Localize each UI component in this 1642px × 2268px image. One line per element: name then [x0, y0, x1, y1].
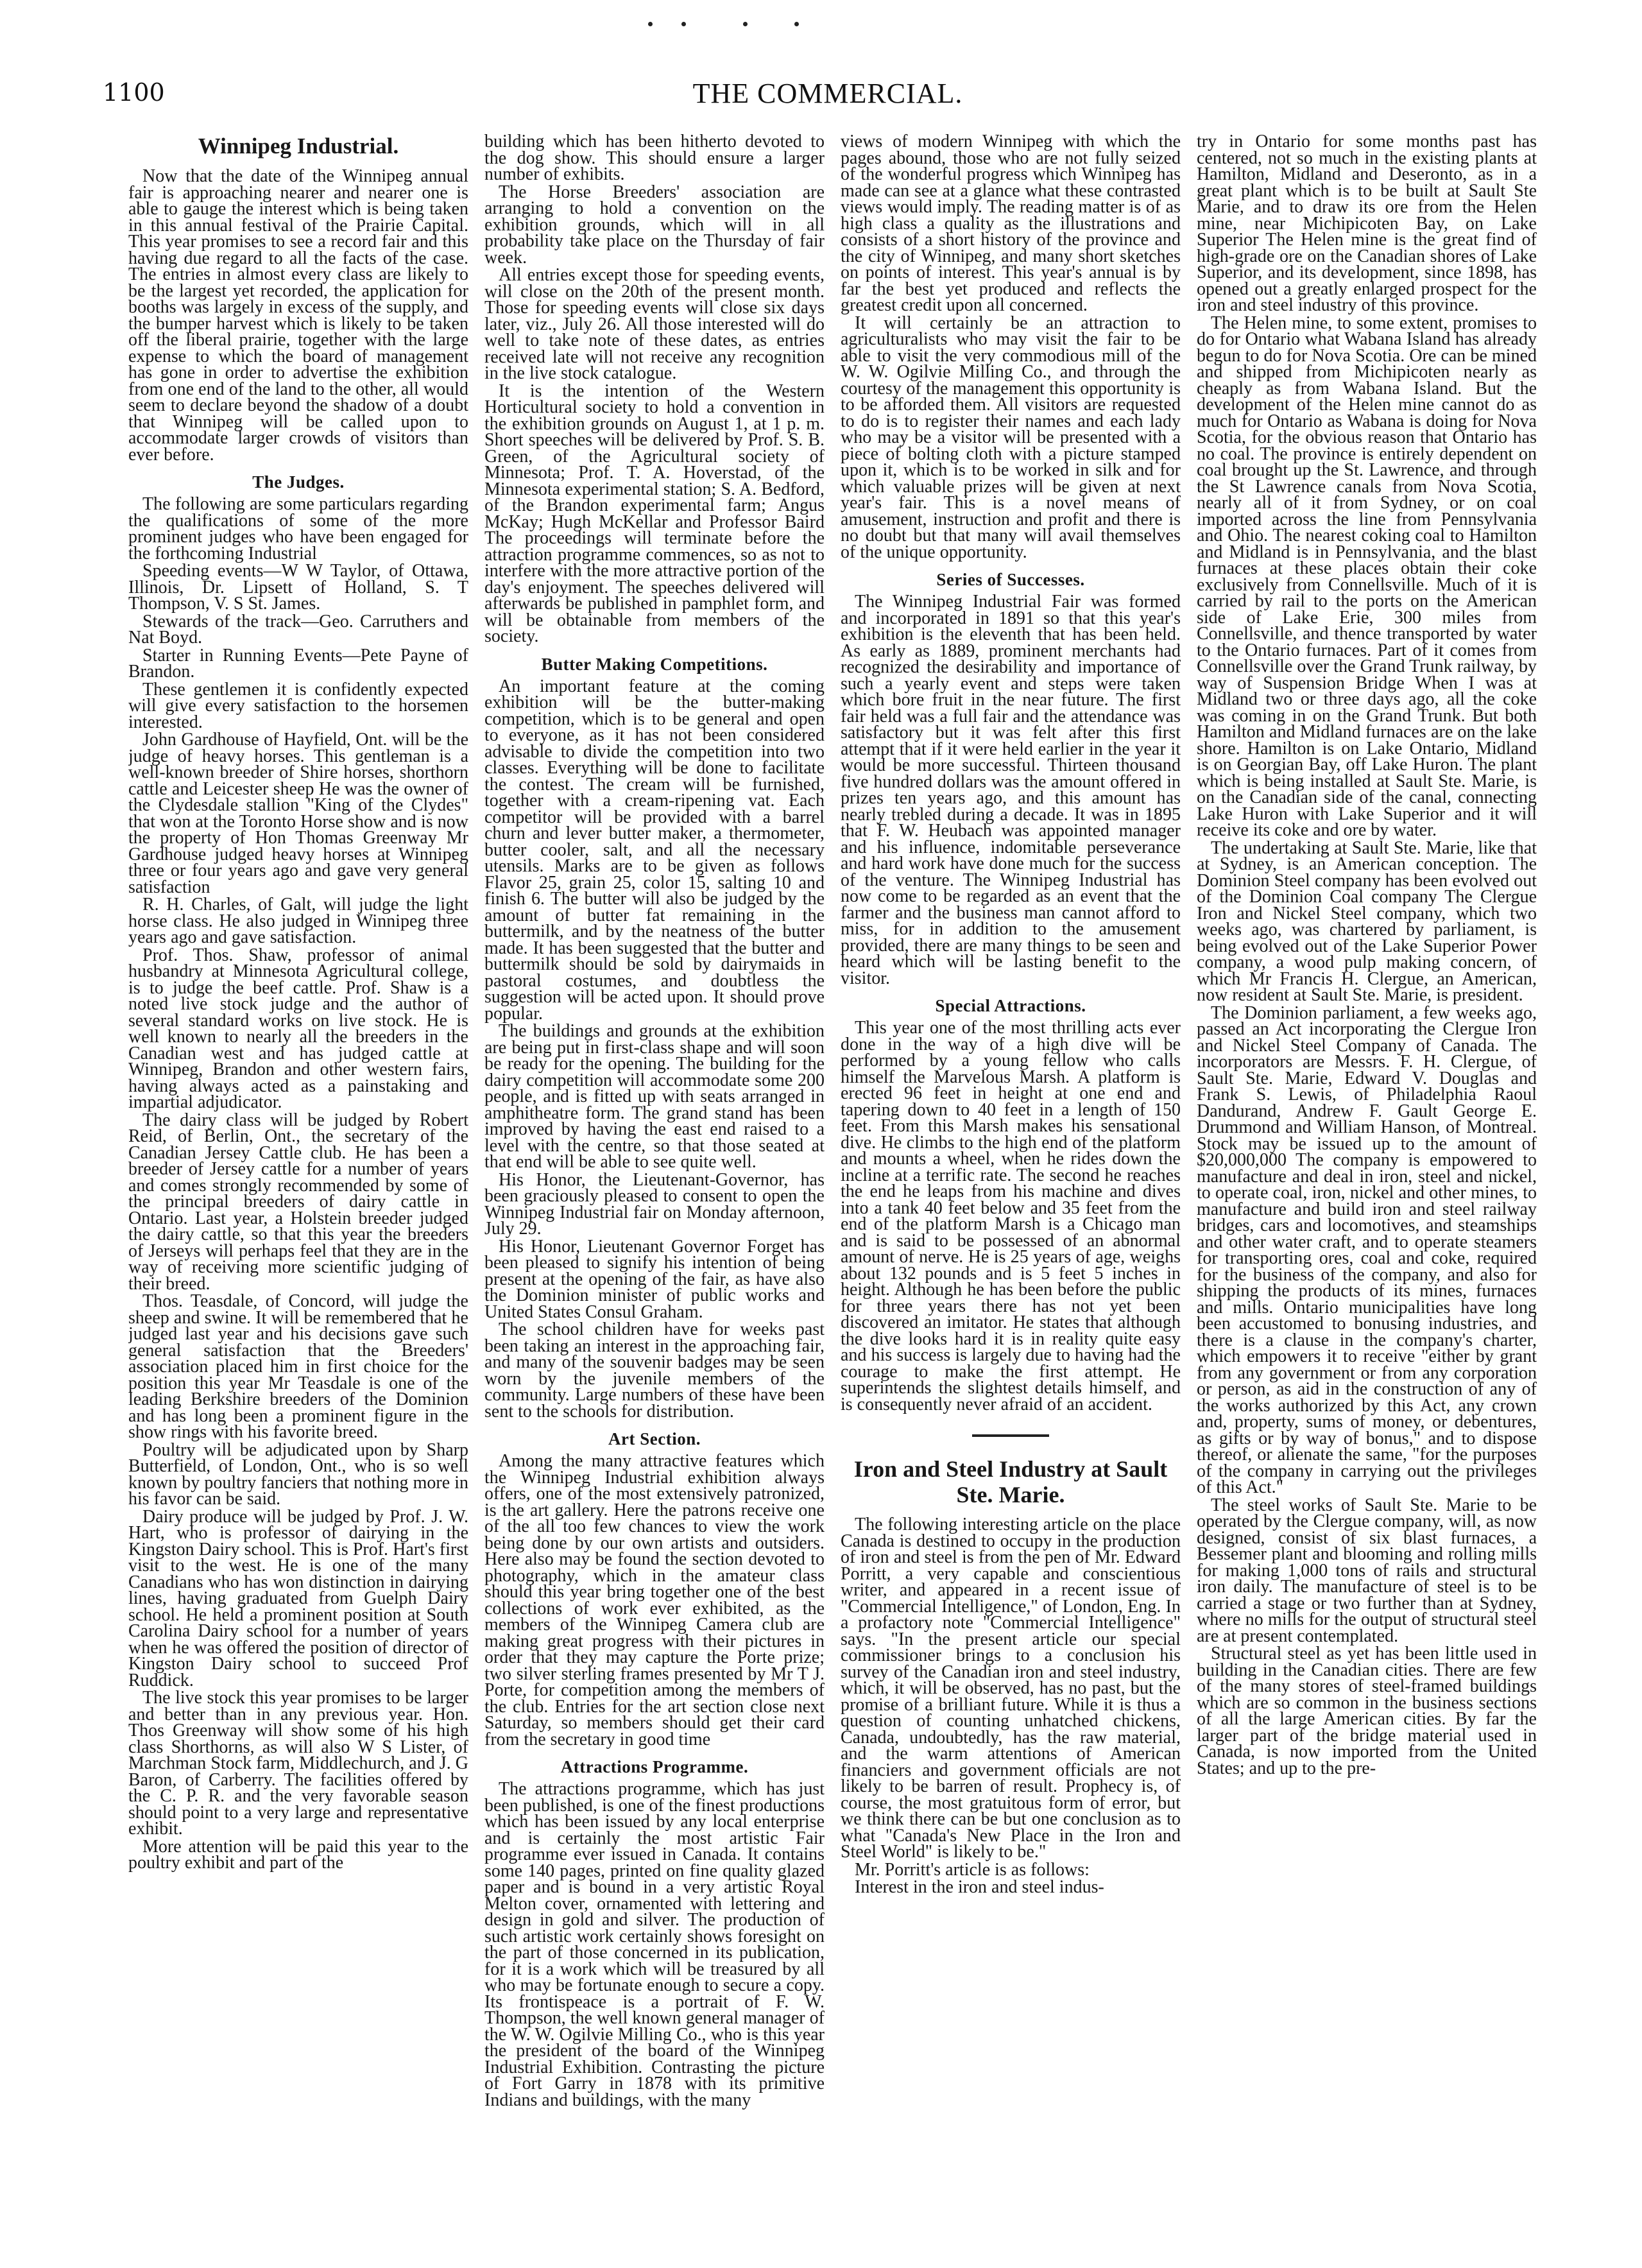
- article-paragraph: The undertaking at Sault Ste. Marie, like that at Sydney, is an American conception. The Dominion Steel company has been evolved out of the Dominion Coal company The Clergue Iron and Nickel Steel company, which two weeks ago, was chartered by parliament, is being evolved out of the Lake Superior Power company, a wood pulp making concern, of which Mr Francis H. Clergue, an American, now resident at Sault Ste. Marie, is president.: [1197, 838, 1537, 1005]
- article-paragraph: This year one of the most thrilling acts ever done in the way of a high dive will be performed by a young fellow who calls himself the Marvelous Marsh. A platform is erected 96 feet in height at one end and tapering down to 40 feet in a length of 150 feet. From this Marsh makes his sensational dive. He climbs to the high end of the platform and mounts a wheel, when he rides down the incline at a terrific rate. The second he reaches the end he leaps from his machine and dives into a tank 40 feet below and 35 feet from the end of the platform Marsh is a Chicago man and is said to be possessed of an abnormal amount of nerve. He is 25 years of age, weighs about 132 pounds and is 5 feet 5 inches in height. Although he has been before the public for three years there has not yet been discovered an imitator. He states that although the dive looks hard it is in reality quite easy and his success is largely due to having had the courage to make the first attempt. He superintends the slightest details himself, and is consequently never afraid of an accident.: [841, 1018, 1181, 1414]
- article-paragraph: try in Ontario for some months past has centered, not so much in the existing plants at Hamilton, Midland and Deseronto, as in a great plant which is to be built at Sault Ste Marie, and to draw its ore from the Helen mine, near Michipicoten Bay, on Lake Superior The Helen mine is the great find of high-grade ore on the Canadian shores of Lake Superior, and its development, since 1898, has opened out a greatly enlarged prospect for the iron and steel industry of this province.: [1197, 133, 1537, 315]
- article-paragraph: John Gardhouse of Hayfield, Ont. will be the judge of heavy horses. This gentleman is a well-known breeder of Shire horses, shorthorn cattle and Leicester sheep He was the owner of the Clydesdale stallion "King of the Clydes" that won at the Toronto Horse show and is now the property of Hon Thomas Greenway Mr Gardhouse judged heavy horses at Winnipeg three or four years ago and gave very general satisfaction: [128, 730, 468, 897]
- article-paragraph: The Dominion parliament, a few weeks ago, passed an Act incorporating the Clergue Iron and Nickel Steel Company of Canada. The incorporators are Messrs. F. H. Clergue, of Sault Ste. Marie, Edward V. Douglas and Frank S. Lewis, of Philadelphia Raoul Dandurand, Andrew F. Gault George E. Drummond and William Hanson, of Montreal. Stock may be issued up to the amount of $20,000,000 The company is empowered to manufacture and deal in iron, steel and nickel, to operate coal, iron, nickel and other mines, to manufacture and build iron and steel railway bridges, cars and locomotives, and steamships and other water craft, and to operate steamers for transporting ores, coal and coke, required for the business of the company, and also for shipping the products of its mines, furnaces and mills. Ontario municipalities have long been accustomed to bonusing industries, and there is a clause in the company's charter, which empowers it to receive "either by grant from any government or from any corporation or person, as aid in the construction of any of the works authorized by this Act, any crown and, property, sums of money, or debentures, as gifts or by way of bonus," and to dispose thereof, or alienate the same, "for the purposes of the company in carrying out the privileges of this Act.": [1197, 1002, 1537, 1497]
- article-paragraph: All entries except those for speeding events, will close on the 20th of the present month. Those for speeding events will close six days later, viz., July 26. All those interested will do well to take note of these dates, as entries received late will not receive any recognition in the live stock catalogue.: [484, 265, 825, 383]
- page-number: 1100: [103, 78, 165, 107]
- column-3: [841, 133, 1181, 2251]
- running-title: THE COMMERCIAL.: [692, 78, 963, 109]
- article-paragraph: Starter in Running Events—Pete Payne of Brandon.: [128, 645, 468, 682]
- section-subheading: Attractions Programme.: [560, 1757, 749, 1776]
- article-paragraph: The Helen mine, to some extent, promises to do for Ontario what Wabana Island has already begun to do for Nova Scotia. Ore can be mined and shipped from Michipicoten nearly as cheaply as from Wabana Island. But the development of the Helen mine cannot do as much for Ontario as Wabana is doing for Nova Scotia, for the obvious reason that Ontario has no coal. The province is entirely dependent on coal brought up the St. Lawrence, and through the St Lawrence canals from Nova Scotia, nearly all of it from Sydney, or on coal imported across the line from Pennsylvania and Ohio. The nearest coking coal to Hamilton and Midland is in Pennsylvania, and the blast furnaces at these places obtain their coke exclusively from Connellsville. Much of it is carried by rail to the ports on the American side of Lake Erie, 300 miles from Connellsville, and thence transported by water to the Ontario furnaces. Part of it comes from Connellsville over the Grand Trunk railway, by way of Suspension Bridge When I was at Midland two or three days ago, all the coke was coming in on the Grand Trunk. But both Hamilton and Midland furnaces are on the lake shore. Hamilton is on Lake Ontario, Midland is on Georgian Bay, off Lake Huron. The plant which is being installed at Sault Ste. Marie, is on the Canadian side of the canal, connecting Lake Huron with Lake Superior and it will receive its coke and ore by water.: [1197, 313, 1537, 840]
- article-paragraph: More attention will be paid this year to the poultry exhibit and part of the: [128, 1836, 468, 1873]
- article-paragraph: The buildings and grounds at the exhibition are being put in first-class shape and will soon be ready for the opening. The building for the dairy competition will accommodate some 200 people, and is fitted up with seats arranged in amphitheatre form. The grand stand has been improved by having the east end raised to a level with the centre, so that those seated at that end will be able to see quite well.: [484, 1021, 825, 1172]
- article-paragraph: Among the many attractive features which the Winnipeg Industrial exhibition always offers, one of the most extensively patronized, is the art gallery. Here the patrons receive one of the all too few chances to view the work being done by our own artists and outsiders. Here also may be found the section devoted to photography, which in the amateur class should this year bring together one of the best collections of work ever exhibited, as the members of the Winnipeg Camera club are making great progress with their pictures in order that they may capture the Porte prize; two silver sterling frames presented by Mr T J. Porte, for competition among the members of the club. Entries for the art section close next Saturday, so members should get their card from the secretary in good time: [484, 1451, 825, 1749]
- column-4: [1197, 133, 1537, 2251]
- article-headline: Iron and Steel Industry at Sault Ste. Marie.: [853, 1456, 1168, 1508]
- section-subheading: Special Attractions.: [935, 996, 1086, 1015]
- article-paragraph: Interest in the iron and steel indus-: [855, 1877, 1104, 1897]
- section-subheading: Series of Successes.: [936, 570, 1085, 589]
- article-paragraph: The following interesting article on the place Canada is destined to occupy in the production of iron and steel is from the pen of Mr. Edward Porritt, a very capable and conscientious writer, and appeared in a recent issue of "Commercial Intelligence," of London, Eng. In a profactory note "Commercial Intelligence" says. "In the present article our special commissioner brings to a conclusion his survey of the Canadian iron and steel industry, which, it will be observed, has no past, but the promise of a brilliant future. While it is thus a question of counting unhatched chickens, Canada, undoubtedly, has the raw material, and the warm attentions of American financiers and government officials are not likely to be barren of result. Prophecy is, of course, the most gratuitous form of error, but we think there can be but one conclusion as to what "Canada's New Place in the Iron and Steel World" is likely to be.": [841, 1515, 1181, 1862]
- article-paragraph: The attractions programme, which has just been published, is one of the finest productions which has been issued by any local enterprise and is certainly the most artistic Fair programme ever issued in Canada. It contains some 140 pages, printed on fine quality glazed paper and is bound in a very artistic Royal Melton cover, ornamented with lettering and design in gold and silver. The production of such artistic work certainly shows foresight on the part of those concerned in its publication, for it is a work which will be treasured by all who may be fortunate enough to secure a copy. Its frontispeace is a portrait of F. W. Thompson, the well known general manager of the W. W. Ogilvie Milling Co., who is this year the president of the board of the Winnipeg Industrial Exhibition. Contrasting the picture of Fort Garry in 1878 with its primitive Indians and buildings, with the many: [484, 1779, 825, 2110]
- article-paragraph: Dairy produce will be judged by Prof. J. W. Hart, who is professor of dairying in the Kingston Dairy school. This is Prof. Hart's first visit to the west. He is one of the many Canadians who has won distinction in dairying lines, having graduated from Guelph Dairy school. He held a prominent position at South Carolina Dairy school for a number of years when he was offered the position of director of Kingston Dairy school to succeed Prof Ruddick.: [128, 1506, 468, 1690]
- article-paragraph: Now that the date of the Winnipeg annual fair is approaching nearer and nearer one is able to gauge the interest which is being taken in this annual festival of the Prairie Capital. This year promises to see a record fair and this having due regard to all the facts of the case. The entries in almost every class are likely to be the largest yet recorded, the application for booths was largely in excess of the supply, and the bumper harvest which is likely to be taken off the liberal prairie, together with the large expense to which the board of management has gone in order to advertise the exhibition from one end of the land to the other, all would seem to declare beyond the shadow of a doubt that Winnipeg will be called upon to accommodate larger crowds of visitors than ever before.: [128, 166, 468, 465]
- article-paragraph: His Honor, Lieutenant Governor Forget has been pleased to signify his intention of being present at the opening of the fair, as have also the Dominion minister of public works and United States Consul Graham.: [484, 1236, 825, 1322]
- article-paragraph: The Winnipeg Industrial Fair was formed and incorporated in 1891 so that this year's exhibition is the eleventh that has been held. As early as 1889, prominent merchants had recognized the desirability and importance of such a yearly event and steps were taken which bore fruit in the near future. The first fair held was a full fair and the attendance was satisfactory but it was felt after this first attempt that if it were held earlier in the year it would be more successful. Thirteen thousand five hundred dollars was the amount offered in prizes ten years ago, and this amount has nearly trebled during a decade. It was in 1895 that F. W. Heubach was appointed manager and his influence, indomitable perseverance and hard work have done much for the success of the venture. The Winnipeg Industrial has now come to be regarded as an event that the farmer and the business man cannot afford to miss, for in addition to the amusement provided, there are many things to be seen and heard which will be lasting benefit to the visitor.: [841, 592, 1181, 988]
- article-paragraph: His Honor, the Lieutenant-Governor, has been graciously pleased to consent to open the Winnipeg Industrial fair on Monday afternoon, July 29.: [484, 1169, 825, 1239]
- article-paragraph: The Horse Breeders' association are arranging to hold a convention on the exhibition grounds, which will in all probability take place on the Thursday of fair week.: [484, 182, 825, 268]
- article-paragraph: Poultry will be adjudicated upon by Sharp Butterfield, of London, Ont., who is so well known by poultry fanciers that nothing more in his favor can be said.: [128, 1439, 468, 1509]
- article-paragraph: R. H. Charles, of Galt, will judge the light horse class. He also judged in Winnipeg three years ago and gave satisfaction.: [128, 895, 468, 947]
- article-paragraph: building which has been hitherto devoted to the dog show. This should ensure a larger number of exhibits.: [484, 133, 825, 184]
- article-paragraph: It is the intention of the Western Horticultural society to hold a convention in the exhibition grounds on August 1, at 1 p. m. Short speeches will be delivered by Prof. S. B. Green, of the Agricultural society of Minnesota; Prof. T. A. Hoverstad, of the Minnesota experimental station; S. A. Bedford, of the Brandon experimental farm; Angus McKay; Hugh McKellar and Professor Baird The proceedings will terminate before the attraction programme commences, so as not to interfere with the more attractive portion of the day's enjoyment. The speeches delivered will afterwards be published in pamphlet form, and will be obtainable from members of the society.: [484, 381, 825, 646]
- article-paragraph: The steel works of Sault Ste. Marie to be operated by the Clergue company, will, as now designed, consist of six blast furnaces, a Bessemer plant and blooming and rolling mills for making 1,000 tons of rails and structural iron daily. The manufacture of steel is to be carried a stage or two further than at Sydney, where no mills for the output of structural steel are at present contemplated.: [1197, 1495, 1537, 1646]
- article-paragraph: The live stock this year promises to be larger and better than in any previous year. Hon. Thos Greenway will show some of his high class Shorthorns, as will also W S Lister, of Marchman Stock farm, Middlechurch, and J. G Baron, of Carberry. The facilities offered by the C. P. R. and the very favorable season should point to a very large and representative exhibit.: [128, 1688, 468, 1839]
- top-margin-marks: [648, 19, 815, 32]
- article-paragraph: views of modern Winnipeg with which the pages abound, those who are not fully seized of the wonderful progress which Winnipeg has made can see at a glance what these contrasted views would imply. The reading matter is of as high class a quality as the illustrations and consists of a short history of the province and the city of Winnipeg, and many short sketches on points of interest. This year's annual is by far the best yet produced and reflects the greatest credit upon all concerned.: [841, 133, 1181, 315]
- article-paragraph: Speeding events—W W Taylor, of Ottawa, Illinois, Dr. Lipsett of Holland, S. T Thompson, V. S St. James.: [128, 561, 468, 614]
- section-divider: [972, 1434, 1049, 1437]
- article-paragraph: The dairy class will be judged by Robert Reid, of Berlin, Ont., the secretary of the Canadian Jersey Cattle club. He has been a breeder of Jersey cattle for a number of years and comes strongly recommended by some of the principal breeders of dairy cattle in Ontario. Last year, a Holstein breeder judged the dairy cattle, so that this year the breeders of Jerseys will perhaps feel that they are in the way of receiving more scientific judging of their breed.: [128, 1110, 468, 1294]
- column-1: [128, 133, 468, 2251]
- article-paragraph: The school children have for weeks past been taking an interest in the approaching fair, and many of the souvenir badges may be seen worn by the juvenile members of the community. Large numbers of these have been sent to the schools for distribution.: [484, 1319, 825, 1422]
- article-paragraph: Mr. Porritt's article is as follows:: [855, 1859, 1090, 1880]
- article-paragraph: These gentlemen it is confidently expected will give every satisfaction to the horsemen interested.: [128, 679, 468, 732]
- page-header: [103, 78, 1553, 117]
- article-paragraph: Prof. Thos. Shaw, professor of animal husbandry at Minnesota Agricultural college, is to judge the beef cattle. Prof. Shaw is a noted live stock judge and the author of several standard works on live stock. He is well known to nearly all the breeders in the Canadian west and has judged cattle at Winnipeg, Brandon and other western fairs, having always acted as a painstaking and impartial adjudicator.: [128, 945, 468, 1112]
- article-paragraph: It will certainly be an attraction to agriculturalists who may visit the fair to be able to visit the very commodious mill of the W. W. Ogilvie Milling Co., and through the courtesy of the management this opportunity is to be afforded them. All visitors are requested to do is to register their names and each lady who may be a visitor will be presented with a piece of bolting cloth with a picture stamped upon it, which is to be worked in silk and for which valuable prizes will be given at next year's fair. This is a novel means of amusement, instruction and profit and there is no doubt but that many will avail themselves of the unique opportunity.: [841, 313, 1181, 562]
- article-paragraph: The following are some particulars regarding the qualifications of some of the more prominent judges who have been engaged for the forthcoming Industrial: [128, 494, 468, 563]
- column-2: [484, 133, 825, 2251]
- article-headline: Winnipeg Industrial.: [198, 133, 399, 159]
- article-paragraph: Stewards of the track—Geo. Carruthers and Nat Boyd.: [128, 611, 468, 648]
- section-subheading: The Judges.: [252, 472, 345, 492]
- section-subheading: Butter Making Competitions.: [541, 654, 768, 674]
- article-paragraph: Structural steel as yet has been little used in building in the Canadian cities. There are few of the many stores of steel-framed buildings which are so common in the business sections of all the large American cities. By far the larger part of the bridge material used in Canada, is now imported from the United States; and up to the pre-: [1197, 1644, 1537, 1778]
- article-paragraph: Thos. Teasdale, of Concord, will judge the sheep and swine. It will be remembered that he judged last year and his decisions gave such general satisfaction that the Breeders' association placed him in first choice for the position this year Mr Teasdale is one of the leading Berkshire breeders of the Dominion and has long been a prominent figure in the show rings with his favorite breed.: [128, 1291, 468, 1442]
- article-paragraph: An important feature at the coming exhibition will be the butter-making competition, which is to be general and open to everyone, as it has not been considered advisable to divide the competition into two classes. Everything will be done to facilitate the contest. The cream will be furnished, together with a cream-ripening vat. Each competitor will be provided with a barrel churn and lever butter maker, a thermometer, butter cooler, salt, and all the necessary utensils. Marks are to be given as follows Flavor 25, grain 25, color 15, salting 10 and finish 6. The butter will also be judged by the amount of butter fat remaining in the buttermilk, and by the neatness of the butter made. It has been suggested that the butter and buttermilk should be sold by dairymaids in pastoral costumes, and doubtless the suggestion will be acted upon. It should prove popular.: [484, 676, 825, 1024]
- section-subheading: Art Section.: [608, 1429, 701, 1448]
